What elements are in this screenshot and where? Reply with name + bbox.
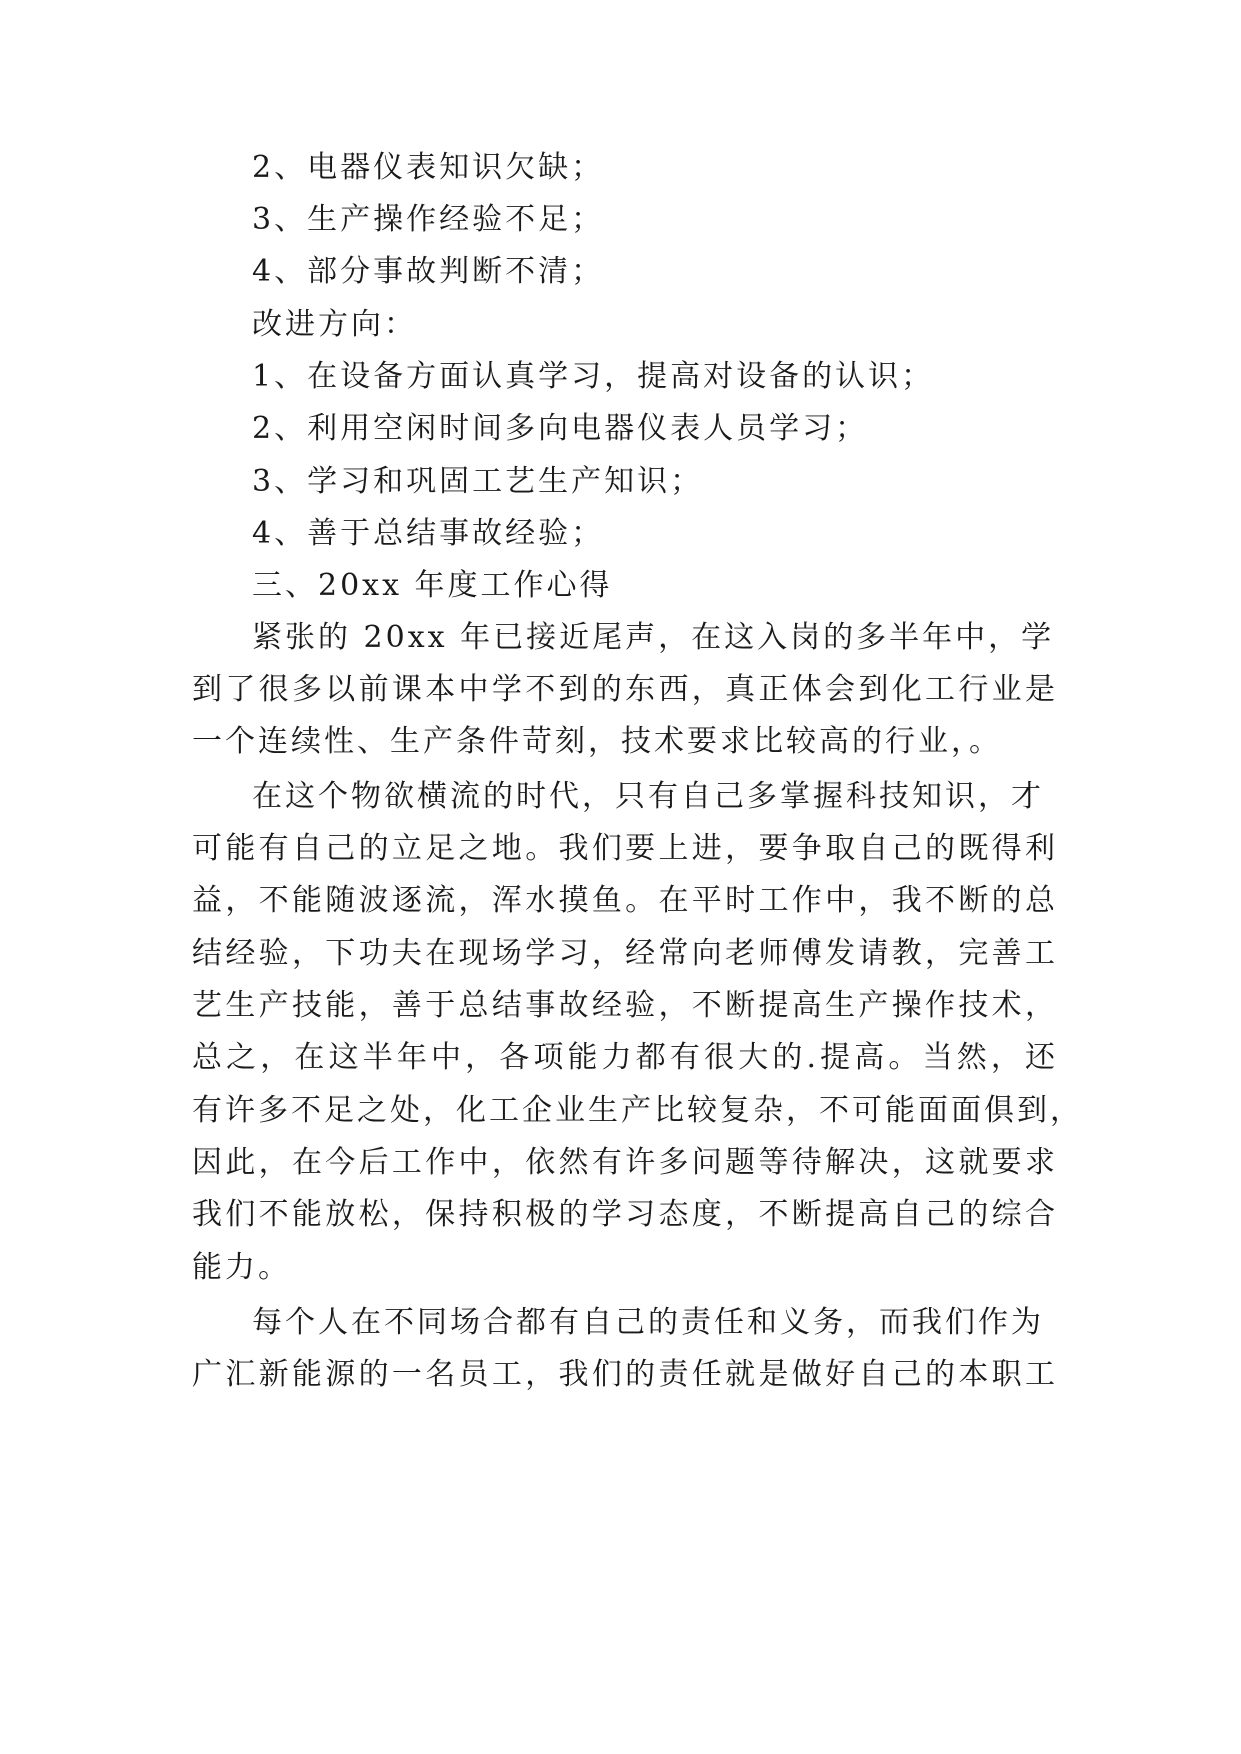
paragraph-line: 紧张的 20xx 年已接近尾声，在这入岗的多半年中，学 [252,620,1055,655]
paragraph-line: 广汇新能源的一名员工，我们的责任就是做好自己的本职工 [192,1357,1058,1392]
paragraph-line: 总之，在这半年中，各项能力都有很大的.提高。当然，还 [192,1040,1058,1075]
list-item: 2、电器仪表知识欠缺； [252,150,605,185]
list-item: 3、生产操作经验不足； [252,202,605,237]
paragraph-line: 艺生产技能，善于总结事故经验，不断提高生产操作技术， [192,988,1058,1023]
paragraph-line: 可能有自己的立足之地。我们要上进，要争取自己的既得利 [192,831,1058,866]
paragraph-line: 有许多不足之处，化工企业生产比较复杂，不可能面面俱到， [192,1093,1083,1128]
list-item: 2、利用空闲时间多向电器仪表人员学习； [252,411,869,446]
paragraph-line: 一个连续性、生产条件苛刻，技术要求比较高的行业，。 [192,724,1002,759]
section-heading: 三、20xx 年度工作心得 [252,568,613,603]
paragraph-line: 能力。 [192,1250,291,1285]
paragraph-line: 每个人在不同场合都有自己的责任和义务，而我们作为 [252,1305,1044,1340]
paragraph-line: 到了很多以前课本中学不到的东西，真正体会到化工行业是 [192,672,1058,707]
list-item: 4、善于总结事故经验； [252,516,605,551]
paragraph-line: 我们不能放松，保持积极的学习态度，不断提高自己的综合 [192,1197,1058,1232]
list-item: 1、在设备方面认真学习，提高对设备的认识； [252,359,935,394]
paragraph-line: 结经验，下功夫在现场学习，经常向老师傅发请教，完善工 [192,936,1058,971]
paragraph-line: 在这个物欲横流的时代，只有自己多掌握科技知识，才 [252,779,1044,814]
paragraph-line: 益，不能随波逐流，浑水摸鱼。在平时工作中，我不断的总 [192,883,1058,918]
section-heading: 改进方向： [252,307,417,342]
list-item: 4、部分事故判断不清； [252,254,605,289]
paragraph-line: 因此，在今后工作中，依然有许多问题等待解决，这就要求 [192,1145,1058,1180]
list-item: 3、学习和巩固工艺生产知识； [252,464,704,499]
